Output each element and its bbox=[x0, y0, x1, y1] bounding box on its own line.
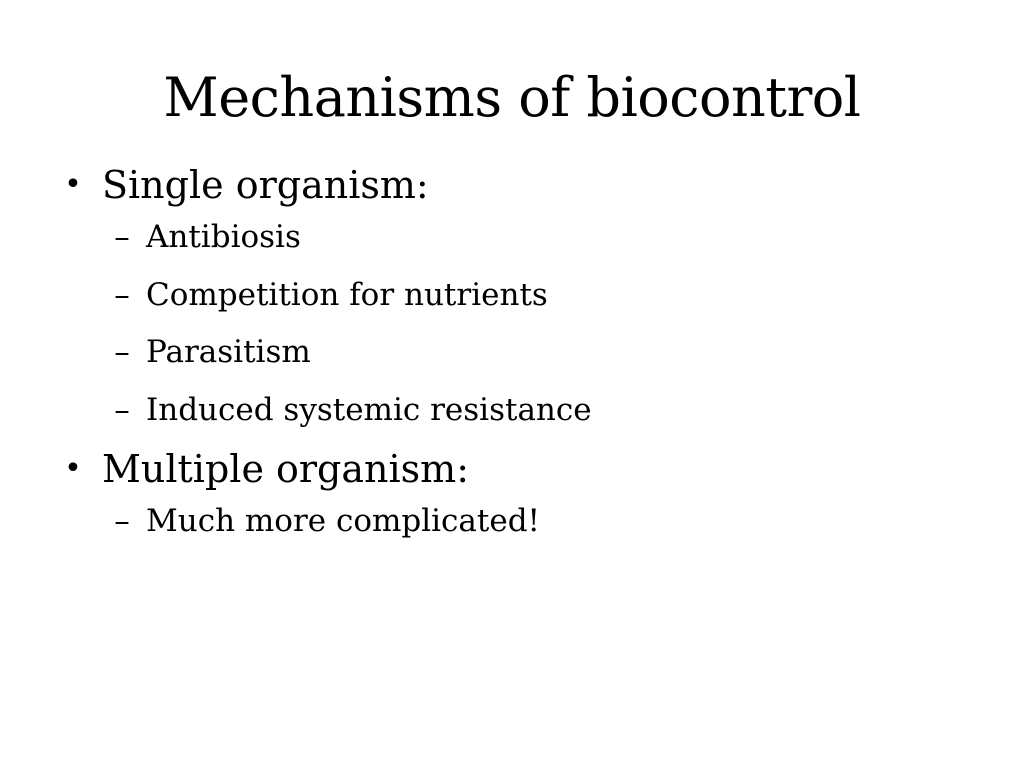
dash-marker: – bbox=[114, 391, 130, 428]
sub-bullet-item bbox=[110, 214, 958, 260]
sub-bullet-item bbox=[110, 387, 958, 433]
sub-bullet-list bbox=[58, 498, 958, 544]
slide-title: Mechanisms of biocontrol bbox=[163, 66, 861, 129]
sublist-container bbox=[58, 498, 958, 544]
sub-bullet-list bbox=[58, 214, 958, 433]
sub-bullet-item bbox=[110, 498, 958, 544]
sub-bullet-item bbox=[110, 329, 958, 375]
sublist-container bbox=[58, 214, 958, 433]
bullet-heading: Multiple organism: bbox=[102, 447, 469, 491]
dash-marker: – bbox=[114, 503, 130, 539]
bullet-item-multiple-organism bbox=[58, 444, 958, 494]
bullet-list bbox=[58, 160, 958, 556]
sub-bullet-text: Competition for nutrients bbox=[146, 276, 548, 313]
sub-bullet-item bbox=[110, 272, 958, 318]
sub-bullet-text: Parasitism bbox=[146, 334, 311, 370]
bullet-heading: Single organism: bbox=[102, 163, 429, 207]
sub-bullet-text: Antibiosis bbox=[146, 219, 301, 255]
dash-marker: – bbox=[114, 219, 130, 255]
bullet-marker: • bbox=[64, 167, 82, 202]
bullet-marker: • bbox=[64, 451, 82, 486]
dash-marker: – bbox=[114, 276, 130, 313]
dash-marker: – bbox=[114, 334, 130, 370]
sub-bullet-text: Induced systemic resistance bbox=[146, 391, 592, 428]
sub-bullet-text: Much more complicated! bbox=[146, 503, 541, 539]
bullet-item-single-organism bbox=[58, 160, 958, 210]
